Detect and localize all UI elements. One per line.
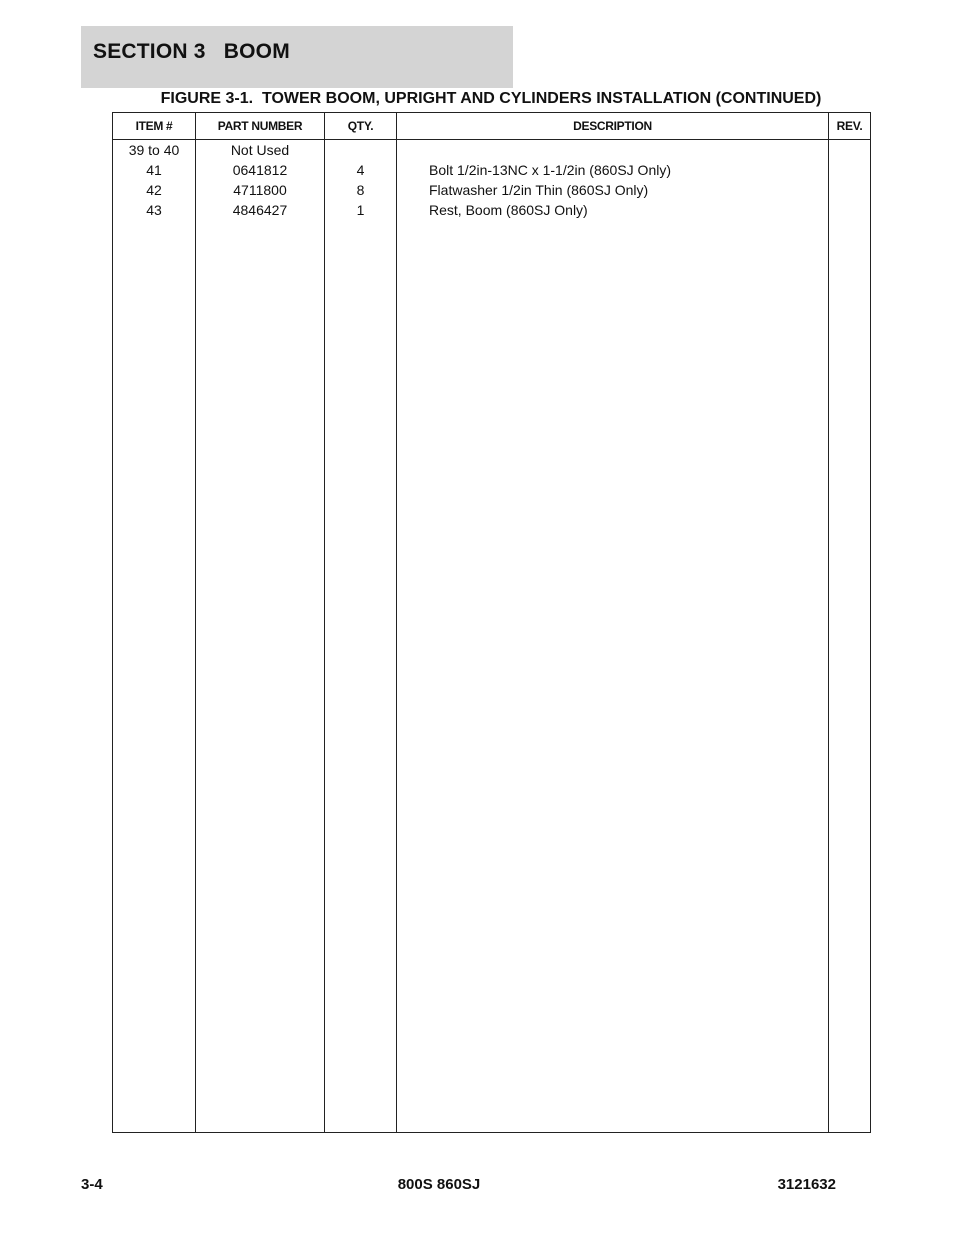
- footer-page-number: 3-4: [81, 1176, 103, 1193]
- column-header-rev: REV.: [829, 113, 871, 140]
- table-header-row: [113, 113, 871, 140]
- part-number-column: [196, 140, 325, 1133]
- table-cell-item: 39 to 40: [128, 142, 180, 158]
- qty-column: [325, 140, 397, 1133]
- table-cell-part-number: 0641812: [232, 162, 288, 178]
- table-cell-part-number: 4711800: [233, 182, 287, 198]
- table-cell-item: 43: [146, 202, 162, 218]
- section-banner: [81, 26, 513, 88]
- table-cell-description: Flatwasher 1/2in Thin (860SJ Only): [429, 182, 649, 198]
- table-cell-rev: [829, 140, 870, 160]
- table-cell-description: Rest, Boom (860SJ Only): [429, 202, 588, 218]
- column-header-qty: QTY.: [325, 113, 397, 140]
- table-cell-description: [397, 140, 828, 160]
- table-cell-rev: [829, 160, 870, 180]
- column-header-part-number: PART NUMBER: [196, 113, 325, 140]
- table-cell-rev: [829, 200, 870, 220]
- table-cell-item: 42: [146, 182, 162, 198]
- section-title: SECTION 3 BOOM: [93, 40, 290, 63]
- footer-doc-number: 3121632: [777, 1176, 836, 1193]
- table-cell-rev: [829, 180, 870, 200]
- table-cell-description: Bolt 1/2in-13NC x 1-1/2in (860SJ Only): [429, 162, 671, 178]
- table-cell-item: 41: [146, 162, 162, 178]
- footer-model: 800S 860SJ: [397, 1176, 481, 1193]
- column-header-item: ITEM #: [113, 113, 196, 140]
- table-cell-qty: 4: [356, 162, 365, 178]
- table-cell-qty: 1: [356, 202, 365, 218]
- item-column: [113, 140, 196, 1133]
- table-body: [113, 140, 871, 1133]
- parts-table: [112, 112, 871, 1133]
- table-cell-part-number: Not Used: [230, 142, 290, 158]
- figure-title: FIGURE 3-1. TOWER BOOM, UPRIGHT AND CYLINDERS INSTALLATION (CONTINUED): [160, 90, 822, 107]
- table-cell-part-number: 4846427: [232, 202, 288, 218]
- description-column: [397, 140, 829, 1133]
- table-cell-qty: 8: [356, 182, 365, 198]
- table-cell-qty: [325, 140, 396, 160]
- rev-column: [829, 140, 871, 1133]
- column-header-description: DESCRIPTION: [397, 113, 829, 140]
